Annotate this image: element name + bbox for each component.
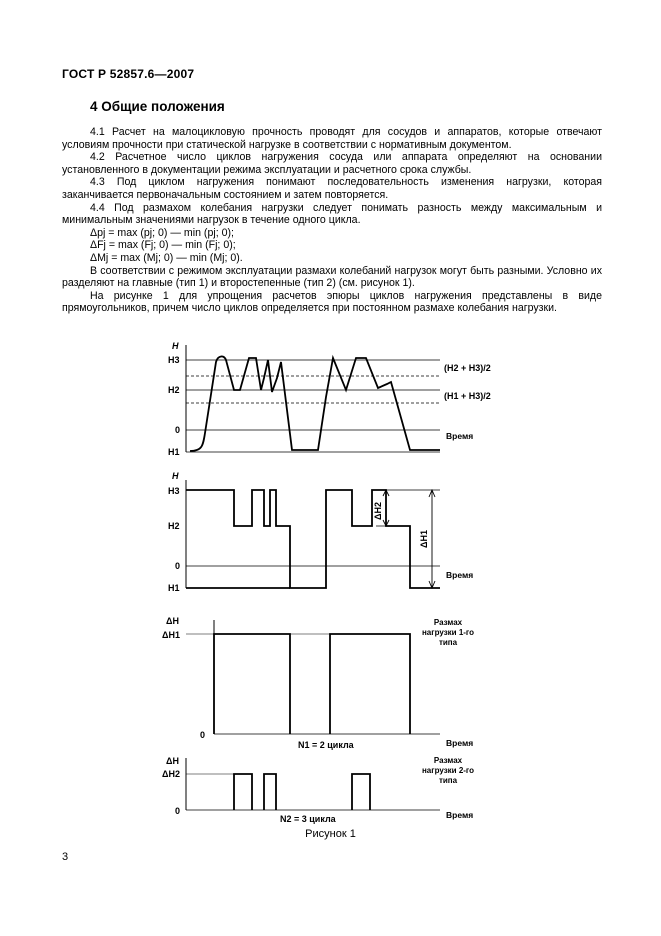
paragraph-4-4: 4.4 Под размахом колебания нагрузки следует понимать разность между максимальным и минимальным значениями нагрузок в течение одного цикла. <box>62 201 602 227</box>
panel1-label-h2: H2 <box>168 385 180 395</box>
panel2-label-h1: H1 <box>168 583 180 593</box>
panel2-label-dh2: ΔH2 <box>373 502 383 520</box>
panel2-axis-time: Время <box>446 570 474 580</box>
panel3-label-dh1: ΔH1 <box>162 630 180 640</box>
panel4-cycle-count: N2 = 3 цикла <box>280 814 336 824</box>
type2-note: Размах нагрузки 2-го типа <box>421 756 475 785</box>
panel1-label-h1: H1 <box>168 447 180 457</box>
document-code: ГОСТ Р 52857.6—2007 <box>62 67 195 81</box>
type1-note: Размах нагрузки 1-го типа <box>421 618 475 647</box>
formula-dm: ΔMj = max (Mj; 0) — min (Mj; 0). <box>90 251 243 264</box>
panel3-label-zero: 0 <box>200 730 206 740</box>
panel2-label-h: H <box>172 471 179 481</box>
panel1-label-zero: 0 <box>175 425 181 435</box>
paragraph-4-2: 4.2 Расчетное число циклов нагружения сосуда или аппарата определяют на основании установленного в документации режима эксплуатации и расчетного срока службы. <box>62 151 602 176</box>
panel3-rectangles <box>214 634 410 734</box>
paragraph-4-1: 4.1 Расчет на малоцикловую прочность проводят для сосудов и аппаратов, которые отвечают условиям прочности при статической нагрузке в соответствии с нормативным документом. <box>62 126 602 151</box>
panel4-rectangles <box>234 774 370 810</box>
panel1-label-h3: H3 <box>168 355 180 365</box>
figure-caption: Рисунок 1 <box>305 828 356 840</box>
panel2-label-h2: H2 <box>168 521 180 531</box>
panel2-rect-curve <box>186 490 440 588</box>
formula-dp: Δpj = max (pj; 0) — min (pj; 0); <box>90 226 234 239</box>
panel4-label-dh: ΔH <box>166 756 179 766</box>
panel1-load-curve <box>190 356 440 451</box>
panel2-label-zero: 0 <box>175 561 181 571</box>
panel1-axis-time: Время <box>446 431 474 441</box>
paragraph-modes: В соответствии с режимом эксплуатации размахи колебаний нагрузок могут быть разными. Условно их разделяют на главные (тип 1) и второстепенные (тип 2) (см. рисунок 1). <box>62 264 602 290</box>
panel3-label-dh: ΔH <box>166 616 179 626</box>
page-number: 3 <box>62 851 69 863</box>
panel2-label-h3: H3 <box>168 486 180 496</box>
panel4-label-zero: 0 <box>175 806 181 816</box>
panel1-label-h: H <box>172 341 179 351</box>
panel1-label-half-lower: (H1 + H3)/2 <box>444 391 491 401</box>
panel3-cycle-count: N1 = 2 цикла <box>298 740 354 750</box>
section-title: 4 Общие положения <box>90 99 225 114</box>
formula-df: ΔFj = max (Fj; 0) — min (Fj; 0); <box>90 239 236 252</box>
panel3-axis-time: Время <box>446 738 474 748</box>
panel4-label-dh2: ΔH2 <box>162 769 180 779</box>
panel2-label-dh1: ΔH1 <box>419 530 429 548</box>
paragraph-4-3: 4.3 Под циклом нагружения понимают последовательность изменения нагрузки, которая заканчивается первоначальным состоянием и затем повторяется. <box>62 176 602 201</box>
panel1-label-half-upper: (H2 + H3)/2 <box>444 363 491 373</box>
panel4-axis-time: Время <box>446 810 474 820</box>
paragraph-figure-ref: На рисунке 1 для упрощения расчетов эпюры циклов нагружения представлены в виде прямоугольников, причем число циклов определяется при постоянном размахе колебания нагрузки. <box>62 289 602 315</box>
